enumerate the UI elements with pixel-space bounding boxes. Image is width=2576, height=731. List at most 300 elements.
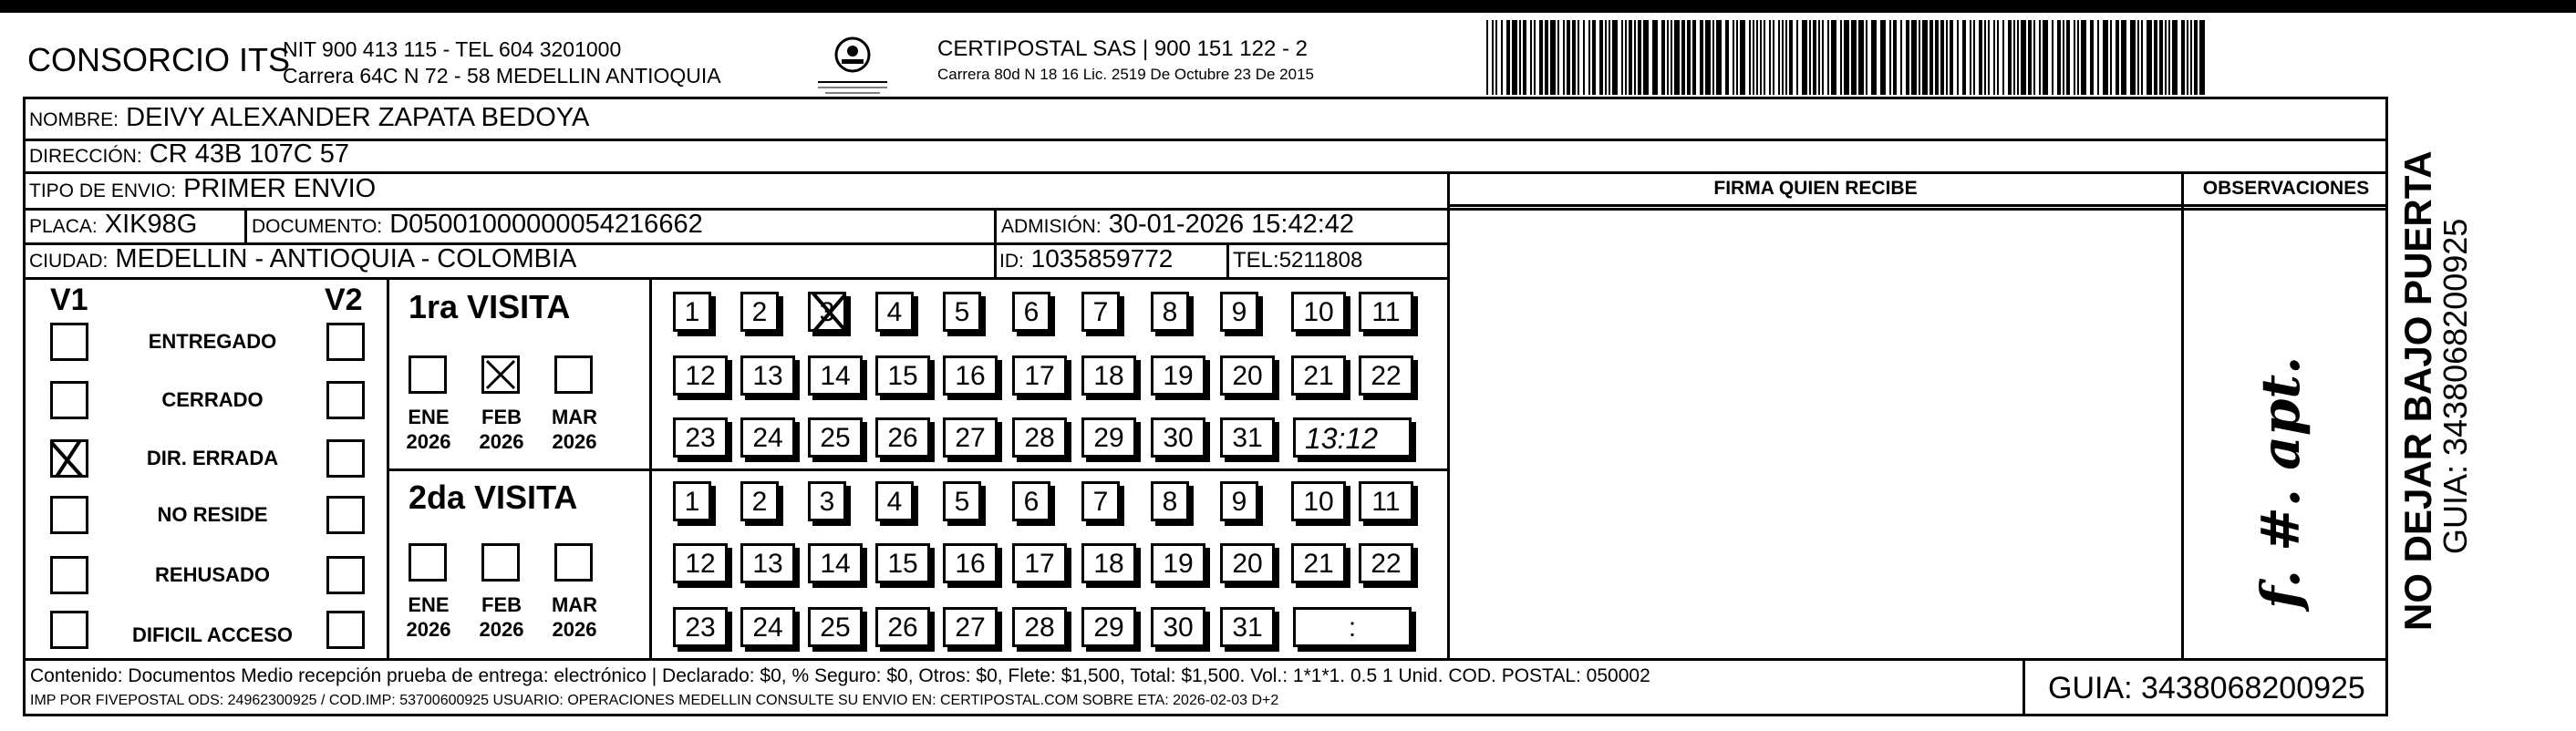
day-number: 19 xyxy=(1163,549,1194,579)
visit1-day-16[interactable] xyxy=(943,355,998,396)
barcode-bar xyxy=(1634,20,1636,95)
day-number: 9 xyxy=(1231,487,1247,517)
v2-checkbox-no-reside[interactable] xyxy=(326,496,365,534)
day-number: 24 xyxy=(752,423,783,453)
visit1-month-mar-checkbox[interactable] xyxy=(554,355,593,394)
id-label: ID: xyxy=(999,251,1024,272)
barcode-bar xyxy=(1822,20,1824,95)
firma-header: FIRMA QUIEN RECIBE xyxy=(1713,178,1918,199)
company-nit-line: NIT 900 413 115 - TEL 604 3201000 xyxy=(283,37,622,61)
visit1-day-30[interactable] xyxy=(1151,417,1205,458)
visit2-day-1[interactable] xyxy=(673,481,711,521)
no-dejar-bajo-puerta: NO DEJAR BAJO PUERTA xyxy=(2396,150,2439,631)
barcode-bar xyxy=(1612,20,1618,95)
day-number: 8 xyxy=(1162,297,1178,327)
company-info xyxy=(283,36,721,89)
barcode-bar xyxy=(1539,20,1543,95)
day-number: 3 xyxy=(819,297,835,327)
barcode-bar xyxy=(1988,20,1990,95)
day-number: 10 xyxy=(1303,487,1334,517)
barcode-bar xyxy=(1851,20,1857,95)
company-address-line: Carrera 64C N 72 - 58 MEDELLIN ANTIOQUIA xyxy=(283,64,721,88)
v2-checkbox-cerrado[interactable] xyxy=(326,381,365,419)
ciudad-value: MEDELLIN - ANTIOQUIA - COLOMBIA xyxy=(115,244,577,273)
month-name: MAR xyxy=(551,406,598,428)
visit2-month-mar-checkbox[interactable] xyxy=(554,543,593,582)
day-number: 12 xyxy=(685,361,716,391)
barcode-bar xyxy=(1530,20,1532,95)
barcode-bar xyxy=(2199,20,2205,95)
v1-checkbox-cerrado[interactable] xyxy=(50,381,88,419)
side-guia: GUIA: 3438068200925 xyxy=(2436,218,2474,554)
visit2-day-17[interactable] xyxy=(1012,543,1067,583)
visit1-month-feb-label xyxy=(471,405,533,454)
status-label-cerrado: CERRADO xyxy=(161,388,264,411)
barcode-bar xyxy=(1979,20,1982,95)
day-number: 27 xyxy=(955,613,986,643)
visit1-day-3[interactable] xyxy=(808,292,846,332)
divider xyxy=(994,208,997,244)
check-mark-icon xyxy=(47,437,86,475)
barcode-bar xyxy=(2013,20,2015,95)
barcode-bar xyxy=(2154,20,2157,95)
barcode-bar xyxy=(2052,20,2054,95)
certipostal-logo xyxy=(807,35,898,100)
visit2-day-9[interactable] xyxy=(1220,481,1258,521)
visit1-day-31[interactable] xyxy=(1220,417,1275,458)
barcode-bar xyxy=(1725,20,1729,95)
barcode-bar xyxy=(1957,20,1959,95)
day-number: 17 xyxy=(1024,361,1055,391)
barcode-bar xyxy=(2039,20,2041,95)
month-name: FEB xyxy=(481,593,522,616)
company-name: CONSORCIO ITS xyxy=(27,41,291,78)
visit2-day-13[interactable] xyxy=(740,543,795,583)
month-name: ENE xyxy=(408,593,450,616)
barcode-bar xyxy=(2028,20,2032,95)
day-number: 14 xyxy=(820,549,851,579)
ciudad-field xyxy=(29,244,576,274)
barcode-bar xyxy=(2181,20,2185,95)
month-year: 2026 xyxy=(479,430,524,453)
day-number: 6 xyxy=(1023,487,1040,517)
admision-label: ADMISIÓN: xyxy=(1001,216,1102,237)
visit1-day-29[interactable] xyxy=(1081,417,1136,458)
visit1-day-1[interactable] xyxy=(673,292,711,332)
visit1-day-7[interactable] xyxy=(1081,292,1120,332)
day-number: 28 xyxy=(1024,423,1055,453)
visit1-day-11[interactable] xyxy=(1359,292,1413,332)
barcode-bar xyxy=(1871,20,1877,95)
visit2-day-27[interactable] xyxy=(943,607,998,647)
visit2-day-28[interactable] xyxy=(1012,607,1067,647)
visit1-title: 1ra VISITA xyxy=(409,288,571,325)
barcode-bar xyxy=(1785,20,1787,95)
day-number: 22 xyxy=(1371,549,1402,579)
barcode-bar xyxy=(1893,20,1897,95)
day-number: 23 xyxy=(685,613,716,643)
visit1-day-4[interactable] xyxy=(875,292,914,332)
visit1-time-value: 13:12 xyxy=(1305,422,1379,455)
day-number: 13 xyxy=(752,361,783,391)
status-label-rehusado: REHUSADO xyxy=(155,563,270,586)
barcode-bar xyxy=(1550,20,1556,95)
barcode-bar xyxy=(1866,20,1867,95)
tel-label: TEL: xyxy=(1233,248,1279,273)
documento-field xyxy=(252,210,703,240)
barcode-bar xyxy=(1844,20,1849,95)
day-number: 13 xyxy=(752,549,783,579)
footer-guia: GUIA: 3438068200925 xyxy=(2048,671,2365,705)
v2-checkbox-rehusado[interactable] xyxy=(326,556,365,594)
barcode-bar xyxy=(1756,20,1758,95)
day-number: 2 xyxy=(751,487,768,517)
barcode-bar xyxy=(1534,20,1536,95)
visit1-day-17[interactable] xyxy=(1012,355,1067,396)
barcode-bar xyxy=(1889,20,1891,95)
barcode-bar xyxy=(2116,20,2119,95)
nombre-field xyxy=(29,103,589,133)
barcode-bar xyxy=(1692,20,1696,95)
visit2-day-6[interactable] xyxy=(1012,481,1050,521)
visit2-day-22[interactable] xyxy=(1359,543,1413,583)
visit2-day-12[interactable] xyxy=(673,543,728,583)
nombre-value: DEIVY ALEXANDER ZAPATA BEDOYA xyxy=(126,103,590,132)
visit2-day-30[interactable] xyxy=(1151,607,1205,647)
barcode-bar xyxy=(1652,20,1658,95)
observaciones-header: OBSERVACIONES xyxy=(2202,178,2370,199)
day-number: 20 xyxy=(1232,361,1263,391)
barcode-bar xyxy=(1970,20,1971,95)
divider xyxy=(23,171,2388,174)
observaciones-handwritten: f. #. apt. xyxy=(2250,355,2312,609)
admision-field xyxy=(1001,210,1354,240)
barcode-bar xyxy=(1946,20,1948,95)
day-number: 29 xyxy=(1093,613,1124,643)
documento-value: D05001000000054216662 xyxy=(389,210,703,239)
barcode-bar xyxy=(1588,20,1590,95)
visit1-month-ene-label xyxy=(398,405,460,454)
month-name: MAR xyxy=(551,593,598,616)
day-number: 28 xyxy=(1024,613,1055,643)
barcode-bar xyxy=(1687,20,1691,95)
visit1-day-19[interactable] xyxy=(1151,355,1205,396)
signature-area[interactable] xyxy=(1452,208,2179,656)
v1-checkbox-no-reside[interactable] xyxy=(50,496,88,534)
barcode-bar xyxy=(1681,20,1685,95)
day-number: 7 xyxy=(1092,487,1109,517)
visit2-day-3[interactable] xyxy=(808,481,846,521)
divider xyxy=(1450,204,2388,207)
divider xyxy=(387,468,1450,471)
visit1-day-18[interactable] xyxy=(1081,355,1136,396)
visit2-day-19[interactable] xyxy=(1151,543,1205,583)
visit2-day-24[interactable] xyxy=(740,607,795,647)
v1-checkbox-rehusado[interactable] xyxy=(50,556,88,594)
barcode-bar xyxy=(1950,20,1953,95)
barcode-bar xyxy=(2033,20,2035,95)
barcode-bar xyxy=(1782,20,1784,95)
barcode-bar xyxy=(2090,20,2094,95)
visit1-day-15[interactable] xyxy=(875,355,930,396)
day-number: 22 xyxy=(1371,361,1402,391)
barcode-bar xyxy=(1609,20,1610,95)
barcode-bar xyxy=(1906,20,1909,95)
barcode-bar xyxy=(1506,20,1510,95)
visit2-day-8[interactable] xyxy=(1151,481,1189,521)
footer-contenido: Contenido: Documentos Medio recepción prueba de entrega: electrónico | Declarado: $0, % Seguro: $0, Otros: $0, Flete: $1,500, Total: $1,500. Vol.: 1*1*1. 0.5 1 Unid. COD. POSTAL: 050002 xyxy=(30,665,1650,686)
certipostal-line2: Carrera 80d N 18 16 Lic. 2519 De Octubre 23 De 2015 xyxy=(937,66,1314,83)
visit2-day-2[interactable] xyxy=(740,481,779,521)
visit2-day-5[interactable] xyxy=(943,481,981,521)
barcode-bar xyxy=(1705,20,1711,95)
visit1-day-23[interactable] xyxy=(673,417,728,458)
day-number: 4 xyxy=(886,487,903,517)
visit2-day-31[interactable] xyxy=(1220,607,1275,647)
day-number: 2 xyxy=(751,297,768,327)
visit2-day-23[interactable] xyxy=(673,607,728,647)
month-year: 2026 xyxy=(406,618,451,641)
barcode-bar xyxy=(1674,20,1680,95)
barcode-bar xyxy=(2190,20,2192,95)
day-number: 30 xyxy=(1163,613,1194,643)
visit2-day-14[interactable] xyxy=(808,543,863,583)
visit1-day-2[interactable] xyxy=(740,292,779,332)
v1-header: V1 xyxy=(50,283,88,317)
visit1-day-5[interactable] xyxy=(943,292,981,332)
barcode-bar xyxy=(1512,20,1517,95)
barcode-bar xyxy=(1495,20,1497,95)
barcode-bar xyxy=(2141,20,2143,95)
day-number: 5 xyxy=(954,297,970,327)
barcode-bar xyxy=(1818,20,1820,95)
day-number: 1 xyxy=(684,487,700,517)
visit2-day-4[interactable] xyxy=(875,481,914,521)
visit2-day-21[interactable] xyxy=(1291,543,1346,583)
barcode-bar xyxy=(2097,20,2099,95)
barcode-bar xyxy=(2063,20,2064,95)
divider xyxy=(23,658,2388,661)
barcode-bar xyxy=(1492,20,1494,95)
barcode-bar xyxy=(2021,20,2026,95)
day-number: 11 xyxy=(1371,487,1401,517)
barcode-bar xyxy=(1900,20,1902,95)
visit2-day-29[interactable] xyxy=(1081,607,1136,647)
certipostal-line1: CERTIPOSTAL SAS | 900 151 122 - 2 xyxy=(937,36,1308,61)
visit1-day-20[interactable] xyxy=(1220,355,1275,396)
day-number: 12 xyxy=(685,549,716,579)
visit1-day-28[interactable] xyxy=(1012,417,1067,458)
id-field xyxy=(999,244,1173,273)
tel-value: 5211808 xyxy=(1278,248,1363,273)
barcode-bar xyxy=(1592,20,1596,95)
barcode-bar xyxy=(1749,20,1751,95)
day-number: 30 xyxy=(1163,423,1194,453)
visit1-day-9[interactable] xyxy=(1220,292,1258,332)
barcode-bar xyxy=(1922,20,1928,95)
placa-value: XIK98G xyxy=(104,210,198,239)
placa-field xyxy=(29,210,197,240)
barcode-bar xyxy=(1769,20,1771,95)
day-number: 21 xyxy=(1303,549,1334,579)
barcode xyxy=(1486,20,2207,95)
day-number: 8 xyxy=(1162,487,1178,517)
barcode-bar xyxy=(2103,20,2108,95)
barcode-bar xyxy=(2057,20,2061,95)
admision-value: 30-01-2026 15:42:42 xyxy=(1108,210,1355,239)
visit1-month-ene-checkbox[interactable] xyxy=(409,355,447,394)
barcode-bar xyxy=(2081,20,2086,95)
barcode-bar xyxy=(1778,20,1780,95)
visit1-day-6[interactable] xyxy=(1012,292,1050,332)
barcode-bar xyxy=(1583,20,1585,95)
divider xyxy=(244,208,247,244)
day-number: 5 xyxy=(954,487,970,517)
barcode-bar xyxy=(1935,20,1939,95)
visit2-day-26[interactable] xyxy=(875,607,930,647)
footer-imp-line: IMP POR FIVEPOSTAL ODS: 24962300925 / COD.IMP: 53700600925 USUARIO: OPERACIONES MEDELLIN CONSULTE SU ENVIO EN: CERTIPOSTAL.COM SOBRE ETA: 2026-02-03 D+2 xyxy=(30,693,1279,708)
v2-checkbox-dificil-acceso[interactable] xyxy=(326,611,365,649)
barcode-bar xyxy=(2066,20,2070,95)
visit1-day-13[interactable] xyxy=(740,355,795,396)
visit2-month-feb-checkbox[interactable] xyxy=(481,543,520,582)
direccion-field xyxy=(29,139,349,170)
visit1-day-8[interactable] xyxy=(1151,292,1189,332)
visit1-day-12[interactable] xyxy=(673,355,728,396)
barcode-bar xyxy=(1671,20,1672,95)
day-number: 16 xyxy=(955,549,986,579)
barcode-bar xyxy=(1740,20,1745,95)
documento-label: DOCUMENTO: xyxy=(252,216,383,237)
barcode-bar xyxy=(2077,20,2079,95)
v1-checkbox-entregado[interactable] xyxy=(50,323,88,361)
barcode-bar xyxy=(1827,20,1829,95)
status-label-dir-errada: DIR. ERRADA xyxy=(146,447,279,469)
visit1-month-feb-checkbox[interactable] xyxy=(481,355,520,394)
day-number: 18 xyxy=(1093,361,1124,391)
visit1-day-25[interactable] xyxy=(808,417,863,458)
month-year: 2026 xyxy=(406,430,451,453)
day-number: 26 xyxy=(887,613,918,643)
barcode-bar xyxy=(2017,20,2019,95)
barcode-bar xyxy=(2130,20,2136,95)
barcode-bar xyxy=(2187,20,2188,95)
visit1-day-22[interactable] xyxy=(1359,355,1413,396)
day-number: 14 xyxy=(820,361,851,391)
barcode-bar xyxy=(1563,20,1565,95)
visit1-day-10[interactable] xyxy=(1291,292,1346,332)
barcode-bar xyxy=(1962,20,1966,95)
v1-checkbox-dificil-acceso[interactable] xyxy=(50,611,88,649)
barcode-bar xyxy=(1712,20,1714,95)
barcode-bar xyxy=(1501,20,1503,95)
ciudad-label: CIUDAD: xyxy=(29,251,109,272)
barcode-bar xyxy=(1911,20,1917,95)
observaciones-area xyxy=(2186,208,2386,656)
visit2-day-20[interactable] xyxy=(1220,543,1275,583)
visit1-day-21[interactable] xyxy=(1291,355,1346,396)
barcode-bar xyxy=(1599,20,1603,95)
visit1-day-26[interactable] xyxy=(875,417,930,458)
visit2-month-ene-checkbox[interactable] xyxy=(409,543,447,582)
day-number: 29 xyxy=(1093,423,1124,453)
visit1-day-14[interactable] xyxy=(808,355,863,396)
visit2-day-7[interactable] xyxy=(1081,481,1120,521)
barcode-bar xyxy=(1661,20,1665,95)
month-year: 2026 xyxy=(552,430,597,453)
month-year: 2026 xyxy=(479,618,524,641)
barcode-bar xyxy=(1813,20,1816,95)
v1-checkbox-dir-errada[interactable] xyxy=(50,439,88,478)
barcode-bar xyxy=(1993,20,1995,95)
barcode-bar xyxy=(1997,20,1999,95)
direccion-value: CR 43B 107C 57 xyxy=(149,139,349,169)
visit2-time-box[interactable] xyxy=(1293,607,1412,647)
day-number: 26 xyxy=(887,423,918,453)
visit1-day-27[interactable] xyxy=(943,417,998,458)
day-number: 24 xyxy=(752,613,783,643)
barcode-bar xyxy=(1643,20,1649,95)
day-number: 17 xyxy=(1024,549,1055,579)
visit1-day-24[interactable] xyxy=(740,417,795,458)
visit2-day-11[interactable] xyxy=(1359,481,1413,521)
visit2-day-16[interactable] xyxy=(943,543,998,583)
visit2-time-value: : xyxy=(1348,613,1357,643)
status-label-dificil-acceso: DIFICIL ACCESO xyxy=(131,623,293,646)
day-number: 15 xyxy=(887,361,918,391)
day-number: 25 xyxy=(820,613,851,643)
check-mark-icon xyxy=(484,358,517,391)
v2-header: V2 xyxy=(325,283,363,317)
v2-checkbox-dir-errada[interactable] xyxy=(326,439,365,478)
day-number: 6 xyxy=(1023,297,1040,327)
barcode-bar xyxy=(1519,20,1521,95)
day-number: 16 xyxy=(955,361,986,391)
visit2-day-18[interactable] xyxy=(1081,543,1136,583)
barcode-bar xyxy=(2165,20,2167,95)
barcode-bar xyxy=(1638,20,1641,95)
visit2-day-10[interactable] xyxy=(1291,481,1346,521)
barcode-bar xyxy=(1567,20,1570,95)
barcode-bar xyxy=(1605,20,1607,95)
visit1-time-box[interactable] xyxy=(1293,417,1412,458)
barcode-bar xyxy=(1940,20,1944,95)
barcode-bar xyxy=(1667,20,1669,95)
visit1-month-mar-label xyxy=(543,405,605,454)
barcode-bar xyxy=(1802,20,1807,95)
barcode-bar xyxy=(1557,20,1559,95)
tel-field xyxy=(1233,248,1362,273)
barcode-bar xyxy=(1545,20,1548,95)
barcode-bar xyxy=(2074,20,2075,95)
barcode-bar xyxy=(1733,20,1734,95)
top-bar xyxy=(0,0,2576,13)
visit2-day-15[interactable] xyxy=(875,543,930,583)
day-number: 15 xyxy=(887,549,918,579)
tipo-envio-label: TIPO DE ENVIO: xyxy=(29,180,177,201)
placa-label: PLACA: xyxy=(29,216,98,237)
barcode-bar xyxy=(1840,20,1842,95)
day-number: 10 xyxy=(1303,297,1334,327)
visit2-day-25[interactable] xyxy=(808,607,863,647)
status-label-no-reside: NO RESIDE xyxy=(157,503,268,526)
v2-checkbox-entregado[interactable] xyxy=(326,323,365,361)
day-number: 7 xyxy=(1092,297,1109,327)
day-number: 21 xyxy=(1303,361,1334,391)
barcode-bar xyxy=(1621,20,1623,95)
barcode-bar xyxy=(2172,20,2178,95)
barcode-bar xyxy=(1773,20,1774,95)
